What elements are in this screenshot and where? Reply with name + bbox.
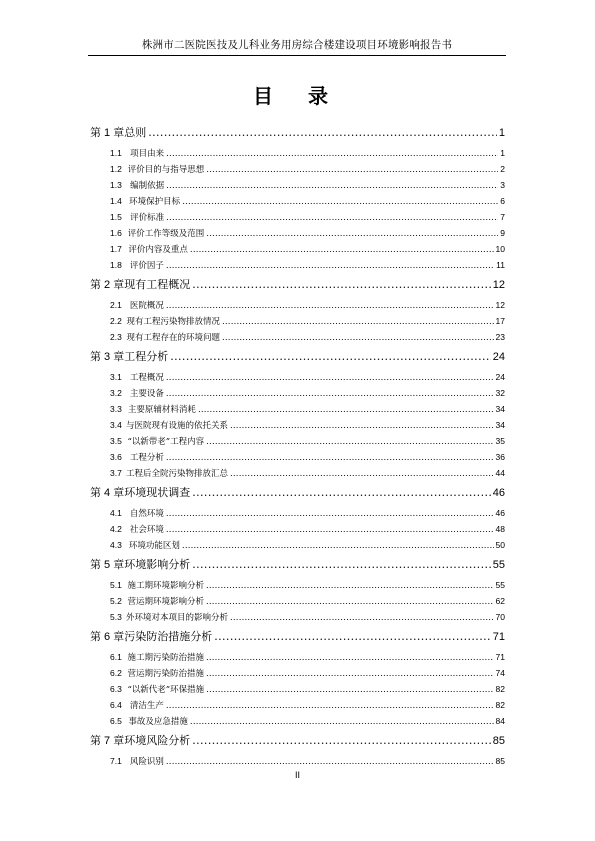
toc-dot-leader — [166, 178, 498, 194]
toc-dot-leader — [206, 226, 498, 242]
toc-entry-label: 总则 — [124, 126, 147, 139]
toc-section-entry[interactable] — [90, 161, 505, 177]
toc-dot-leader — [206, 578, 494, 594]
toc-entry-label: “以新带老”工程内容 — [127, 437, 205, 447]
toc-dot-leader — [192, 481, 491, 505]
toc-entry-page: 62 — [495, 596, 505, 606]
toc-entry-label: 清洁生产 — [129, 701, 164, 711]
toc-dot-leader — [190, 714, 494, 730]
toc-chapter-entry[interactable] — [90, 625, 505, 649]
toc-entry-label: 工程分析 — [129, 453, 164, 463]
toc-dot-leader — [230, 466, 494, 482]
toc-entry-page: 12 — [492, 279, 505, 291]
toc-entry-page: 74 — [495, 668, 505, 678]
toc-section-entry[interactable] — [90, 369, 505, 385]
toc-entry-number: 4.2 — [110, 524, 122, 534]
toc-entry-number: 6.4 — [110, 700, 122, 710]
toc-section-entry[interactable] — [90, 313, 505, 329]
running-header: 株洲市二医院医技及儿科业务用房综合楼建设项目环境影响报告书 — [88, 38, 506, 56]
toc-entry-label: 施工期污染防治措施 — [127, 653, 204, 663]
toc-section-entry[interactable] — [90, 753, 505, 769]
toc-chapter-entry[interactable] — [90, 273, 505, 297]
toc-entry-number: 第 3 章 — [90, 351, 125, 363]
toc-dot-leader — [166, 506, 494, 522]
toc-entry-number: 5.3 — [110, 612, 122, 622]
toc-entry-label: 现有工程概况 — [124, 278, 191, 291]
toc-entry-number: 6.2 — [110, 668, 122, 678]
toc-entry-label: 污染防治措施分析 — [124, 630, 213, 643]
toc-section-entry[interactable] — [90, 401, 505, 417]
toc-entry-page: 24 — [495, 372, 505, 382]
toc-entry-number: 1.8 — [110, 260, 122, 270]
toc-entry-page: 9 — [500, 228, 505, 238]
toc-entry-page: 48 — [495, 524, 505, 534]
table-of-contents — [90, 121, 505, 769]
toc-entry-page: 12 — [495, 300, 505, 310]
toc-section-entry[interactable] — [90, 385, 505, 401]
toc-entry-label: 评价标准 — [130, 213, 165, 223]
toc-entry-number: 5.1 — [110, 580, 122, 590]
toc-entry-page: 82 — [495, 684, 505, 694]
toc-entry-page: 55 — [495, 580, 505, 590]
toc-entry-number: 4.3 — [110, 540, 122, 550]
toc-entry-label: 营运期环境影响分析 — [127, 597, 204, 607]
toc-entry-number: 2.3 — [110, 332, 122, 342]
toc-section-entry[interactable] — [90, 433, 505, 449]
toc-section-entry[interactable] — [90, 681, 505, 697]
toc-entry-label: 工程分析 — [124, 350, 169, 363]
toc-dot-leader — [206, 682, 493, 698]
toc-dot-leader — [170, 345, 491, 369]
toc-entry-page: 23 — [495, 332, 505, 342]
toc-dot-leader — [166, 370, 494, 386]
toc-section-entry[interactable] — [90, 537, 505, 553]
toc-chapter-entry[interactable] — [90, 481, 505, 505]
toc-entry-label: 现有工程污染物排放情况 — [126, 317, 220, 327]
toc-dot-leader — [192, 553, 491, 577]
toc-entry-number: 3.3 — [110, 404, 122, 414]
toc-entry-page: 3 — [500, 180, 505, 190]
toc-entry-label: 编制依据 — [130, 181, 165, 191]
toc-entry-number: 第 7 章 — [90, 735, 125, 747]
page-title: 目 录 — [253, 84, 342, 108]
toc-entry-number: 3.7 — [110, 468, 122, 478]
toc-section-entry[interactable] — [90, 257, 505, 273]
toc-section-entry[interactable] — [90, 241, 505, 257]
toc-entry-number: 3.6 — [110, 452, 122, 462]
toc-entry-label: 工程后全院污染物排放汇总 — [125, 469, 228, 479]
toc-entry-page: 70 — [495, 612, 505, 622]
toc-entry-page: 55 — [492, 559, 505, 571]
toc-entry-page: 1 — [500, 148, 505, 158]
toc-entry-page: 85 — [492, 735, 505, 747]
toc-dot-leader — [166, 754, 494, 770]
toc-entry-number: 第 6 章 — [90, 631, 125, 643]
toc-entry-label: 主要设备 — [129, 389, 164, 399]
toc-section-entry[interactable] — [90, 593, 505, 609]
toc-entry-page: 11 — [496, 260, 505, 270]
toc-entry-number: 1.4 — [110, 196, 122, 206]
toc-chapter-entry[interactable] — [90, 345, 505, 369]
toc-entry-number: 1.1 — [110, 148, 122, 158]
toc-section-entry[interactable] — [90, 713, 505, 729]
toc-section-entry[interactable] — [90, 209, 505, 225]
toc-entry-label: 评价目的与指导思想 — [127, 165, 205, 175]
toc-section-entry[interactable] — [90, 193, 505, 209]
toc-entry-number: 2.1 — [110, 300, 122, 310]
toc-dot-leader — [166, 210, 498, 226]
toc-dot-leader — [206, 594, 494, 610]
toc-dot-leader — [166, 258, 494, 274]
toc-entry-number: 7.1 — [110, 756, 122, 766]
toc-dot-leader — [166, 450, 494, 466]
toc-section-entry[interactable] — [90, 649, 505, 665]
toc-entry-page: 6 — [500, 196, 505, 206]
toc-section-entry[interactable] — [90, 521, 505, 537]
toc-entry-page: 84 — [495, 716, 505, 726]
toc-entry-label: 现有工程存在的环境问题 — [126, 333, 220, 343]
toc-chapter-entry[interactable] — [90, 553, 505, 577]
toc-section-entry[interactable] — [90, 297, 505, 313]
toc-entry-page: 44 — [495, 468, 505, 478]
toc-entry-number: 3.5 — [110, 436, 122, 446]
toc-section-entry[interactable] — [90, 609, 505, 625]
toc-section-entry[interactable] — [90, 449, 505, 465]
toc-entry-label: 环境功能区划 — [128, 541, 180, 551]
toc-entry-number: 3.4 — [110, 420, 122, 430]
toc-entry-page: 71 — [492, 631, 505, 643]
toc-entry-label: 工程概况 — [129, 373, 164, 383]
toc-entry-number: 1.3 — [110, 180, 122, 190]
toc-entry-label: 环境风险分析 — [124, 734, 191, 747]
toc-dot-leader — [182, 194, 498, 210]
toc-entry-page: 50 — [495, 540, 505, 550]
toc-entry-page: 34 — [495, 420, 505, 430]
toc-dot-leader — [148, 121, 497, 145]
toc-entry-page: 36 — [495, 452, 505, 462]
toc-section-entry[interactable] — [90, 665, 505, 681]
toc-entry-label: 环境保护目标 — [129, 197, 181, 207]
toc-entry-page: 32 — [495, 388, 505, 398]
toc-entry-label: 自然环境 — [129, 509, 164, 519]
toc-entry-page: 46 — [495, 508, 505, 518]
toc-entry-label: 评价因子 — [129, 261, 164, 271]
toc-entry-label: 施工期环境影响分析 — [127, 581, 204, 591]
toc-entry-number: 第 2 章 — [90, 279, 125, 291]
toc-dot-leader — [206, 650, 494, 666]
toc-dot-leader — [222, 314, 494, 330]
toc-entry-page: 24 — [492, 351, 505, 363]
toc-section-entry[interactable] — [90, 577, 505, 593]
toc-entry-number: 6.3 — [110, 684, 122, 694]
toc-entry-number: 4.1 — [110, 508, 122, 518]
toc-dot-leader — [214, 625, 491, 649]
toc-chapter-entry[interactable] — [90, 121, 505, 145]
toc-section-entry[interactable] — [90, 329, 505, 345]
toc-section-entry[interactable] — [90, 697, 505, 713]
toc-entry-number: 第 4 章 — [90, 487, 125, 499]
toc-entry-label: 医院概况 — [129, 301, 164, 311]
toc-dot-leader — [166, 146, 498, 162]
toc-entry-number: 5.2 — [110, 596, 122, 606]
toc-entry-label: 评价工作等级及范围 — [127, 229, 205, 239]
toc-entry-label: 外环境对本项目的影响分析 — [125, 613, 228, 623]
toc-dot-leader — [206, 162, 498, 178]
toc-dot-leader — [166, 698, 494, 714]
toc-section-entry[interactable] — [90, 225, 505, 241]
toc-dot-leader — [192, 729, 491, 753]
toc-section-entry[interactable] — [90, 465, 505, 481]
toc-section-entry[interactable] — [90, 505, 505, 521]
page-number: II — [294, 770, 300, 780]
toc-entry-number: 6.1 — [110, 652, 122, 662]
toc-chapter-entry[interactable] — [90, 729, 505, 753]
toc-entry-page: 1 — [498, 127, 505, 139]
toc-dot-leader — [206, 666, 494, 682]
toc-entry-label: 营运期污染防治措施 — [127, 669, 204, 679]
toc-dot-leader — [192, 273, 491, 297]
toc-entry-number: 1.6 — [110, 228, 122, 238]
toc-dot-leader — [206, 434, 493, 450]
toc-entry-page: 10 — [495, 244, 505, 254]
toc-entry-page: 71 — [495, 652, 505, 662]
toc-entry-label: 环境现状调查 — [124, 486, 191, 499]
toc-entry-label: 主要原辅材料消耗 — [127, 405, 196, 415]
toc-entry-number: 2.2 — [110, 316, 122, 326]
toc-entry-label: “以新代老”环保措施 — [127, 685, 205, 695]
toc-entry-label: 项目由来 — [130, 149, 165, 159]
toc-entry-page: 2 — [500, 164, 505, 174]
toc-dot-leader — [230, 610, 494, 626]
toc-dot-leader — [198, 402, 494, 418]
toc-dot-leader — [230, 418, 494, 434]
toc-entry-number: 第 1 章 — [90, 127, 125, 139]
toc-entry-page: 7 — [500, 212, 505, 222]
toc-dot-leader — [222, 330, 494, 346]
toc-dot-leader — [166, 298, 494, 314]
toc-entry-label: 环境影响分析 — [124, 558, 191, 571]
toc-entry-page: 35 — [495, 436, 505, 446]
toc-entry-number: 1.5 — [110, 212, 122, 222]
toc-entry-label: 社会环境 — [129, 525, 164, 535]
toc-section-entry[interactable] — [90, 145, 505, 161]
toc-entry-page: 46 — [492, 487, 505, 499]
toc-entry-number: 1.7 — [110, 244, 122, 254]
toc-dot-leader — [166, 522, 494, 538]
toc-dot-leader — [190, 242, 494, 258]
toc-dot-leader — [166, 386, 494, 402]
toc-entry-number: 3.1 — [110, 372, 122, 382]
toc-section-entry[interactable] — [90, 177, 505, 193]
toc-entry-label: 风险识别 — [129, 757, 164, 767]
toc-entry-label: 事故及应急措施 — [128, 717, 188, 727]
toc-entry-page: 17 — [495, 316, 505, 326]
toc-entry-page: 85 — [495, 756, 505, 766]
toc-entry-number: 6.5 — [110, 716, 122, 726]
toc-entry-page: 34 — [495, 404, 505, 414]
toc-entry-label: 与医院现有设施的依托关系 — [125, 421, 228, 431]
toc-section-entry[interactable] — [90, 417, 505, 433]
toc-entry-number: 1.2 — [110, 164, 122, 174]
toc-entry-label: 评价内容及重点 — [128, 245, 188, 255]
toc-entry-number: 第 5 章 — [90, 559, 125, 571]
toc-entry-number: 3.2 — [110, 388, 122, 398]
toc-dot-leader — [182, 538, 494, 554]
toc-entry-page: 82 — [495, 700, 505, 710]
